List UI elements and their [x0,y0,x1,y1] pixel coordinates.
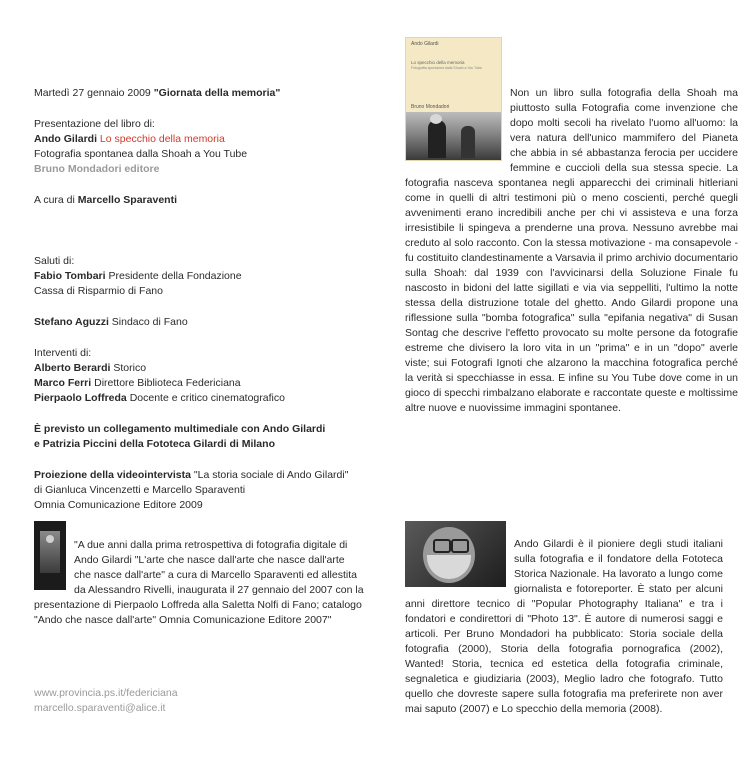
greetings-label: Saluti di: [34,255,75,267]
book-cover [405,37,502,161]
book-cover-subtitle: Fotografia spontanea dalla Shoah a You Tube [411,66,483,70]
talks-person-2 [34,376,364,391]
video-label: Proiezione della videointervista [34,469,191,481]
left-column [34,86,364,529]
greetings-person-1 [34,269,364,284]
event-line [34,86,364,101]
multimedia-block [34,422,364,452]
book-cover-publisher: Bruno Mondadori [411,104,450,110]
book-cover-photo [406,112,501,160]
talks-person-2-name: Marco Ferri [34,377,92,389]
talks-person-3-name: Pierpaolo Loffreda [34,392,127,404]
greetings-block [34,254,364,299]
exhibition-section [34,521,364,628]
curator-name: Marcello Sparaventi [77,194,177,206]
greetings-person-1-role2: Cassa di Risparmio di Fano [34,285,163,297]
greetings-person-2-role: Sindaco di Fano [111,316,188,328]
presentation-author-line [34,132,364,147]
curator-label: A cura di [34,194,75,206]
biography-text: Ando Gilardi è il pioniere degli studi italiani sulla fotografia e il fondatore della Fototeca Storica Nazionale. Ha lavorato a lungo come giornalista e fotoreporter. È stato per alcuni anni direttore tecnico di "Popular Photography Italiana" e tra i fondatori e condirettori di "Photo 13". È autore di numerosi saggi e articoli. Per Bruno Mondadori ha pubblicato: Storia sociale della fotografia (2000), Storia della fotografia pornografica (2002), Wanted! Storia, tecnica ed estetica della fotografia criminale, segnaletica e giudiziaria (2003), Meglio ladro che fotografo. Tutto quello che dovreste sapere sulla fotografia ma preferirete non aver mai saputo (2007) e Lo specchio della memoria (2008). [405,538,723,715]
multimedia-line-2: e Patrizia Piccini della Fototeca Gilardi di Milano [34,438,275,450]
book-cover-author: Ando Gilardi [411,41,439,47]
book-subtitle: Fotografia spontanea dalla Shoah a You Tube [34,148,248,160]
video-block [34,468,364,513]
greetings-person-1-name: Fabio Tombari [34,270,106,282]
book-description [405,37,738,416]
author-portrait [405,521,506,587]
event-title: "Giornata della memoria" [153,87,281,99]
exhibition-catalog-image [34,521,66,590]
event-date: Martedì 27 gennaio 2009 [34,87,151,99]
talks-person-3 [34,391,364,406]
biography-section [405,521,723,717]
presentation-block [34,117,364,177]
book-cover-title: Lo specchio della memoria [411,60,465,65]
exhibition-text: "A due anni dalla prima retrospettiva di fotografia digitale di Ando Gilardi "L'arte che nasce dall'arte che nasce dall'arte che nasce dall'arte" a cura di Marcello Sparaventi ed allestita da Alessandro Rivelli, inaugurata il 27 gennaio del 2007 con la presentazione di Pierpaolo Loffreda alla Saletta Nolfi di Fano; catalogo "Ando che nasce dall'arte" Omnia Comunicazione Editore 2007" [34,539,364,626]
talks-label: Interventi di: [34,347,92,359]
talks-person-3-role: Docente e critico cinematografico [129,392,285,404]
website-link[interactable]: www.provincia.ps.it/federiciana [34,687,178,699]
book-title: Lo specchio della memoria [99,133,225,145]
greetings-person-2 [34,315,364,330]
curator-line [34,193,364,208]
video-line-1 [34,468,364,483]
greetings-person-1-role: Presidente della Fondazione [108,270,242,282]
talks-person-1-role: Storico [113,362,147,374]
publisher: Bruno Mondadori editore [34,163,160,175]
video-title: "La storia sociale di Ando Gilardi" [193,469,349,481]
talks-block [34,346,364,406]
video-line-2: di Gianluca Vincenzetti e Marcello Sparaventi [34,484,246,496]
talks-person-1 [34,361,364,376]
video-line-3: Omnia Comunicazione Editore 2009 [34,499,203,511]
presentation-intro: Presentazione del libro di: [34,118,155,130]
book-description-text: Non un libro sulla fotografia della Shoah ma piuttosto sulla Fotografia come invenzione che dopo molti secoli ha rivelato l'uomo all'uomo: la vera natura dell'unico mammifero del Pianeta che abbia in sé abbastanza ferocia per uccidere femmine e cuccioli della sua stessa specie. La fotografia nasceva spontanea negli apparecchi dei criminali hitleriani come in quelli di altri testimoni più o meno coscienti, perché quegli avvenimenti erano incredibili anche per chi vi assisteva e una forza irresistibile li spingeva a prenderne una prova. Nessuno avrebbe mai creduto al solo racconto. Con la stessa motivazione - ma consapevole - fu costituito clandestinamente a Varsavia il primo archivio documentario sulla Shoah: dal 1939 con l'avvicinarsi della Soluzione Finale fu nascosto in bidoni del latte sigillati e via via seppelliti, l'ultimo la notte stessa della distruzione totale del ghetto. Ando Gilardi propone una riflessione sulla "bomba fotografica" sulla "epifania negativa" di Susan Sontag che descrive l'effetto provocato su molte persone da fotografie estreme che divisero la loro vita in un "prima" e in un "dopo" averle viste; sui Fotografi Ignoti che alzarono la macchina fotografica perché la verità si specchiasse in essa. E infine su You Tube dove come in un gioco di specchi rimbalzano elaborate e raccontate queste e moltissime altre nuove e nuovissime immagini spontanee. [405,87,738,414]
multimedia-line-1: È previsto un collegamento multimediale con Ando Gilardi [34,423,326,435]
email-link[interactable]: marcello.sparaventi@alice.it [34,702,166,714]
presentation-author: Ando Gilardi [34,133,97,145]
greetings-person-2-name: Stefano Aguzzi [34,316,109,328]
talks-person-1-name: Alberto Berardi [34,362,111,374]
talks-person-2-role: Direttore Biblioteca Federiciana [94,377,241,389]
footer [34,686,364,716]
